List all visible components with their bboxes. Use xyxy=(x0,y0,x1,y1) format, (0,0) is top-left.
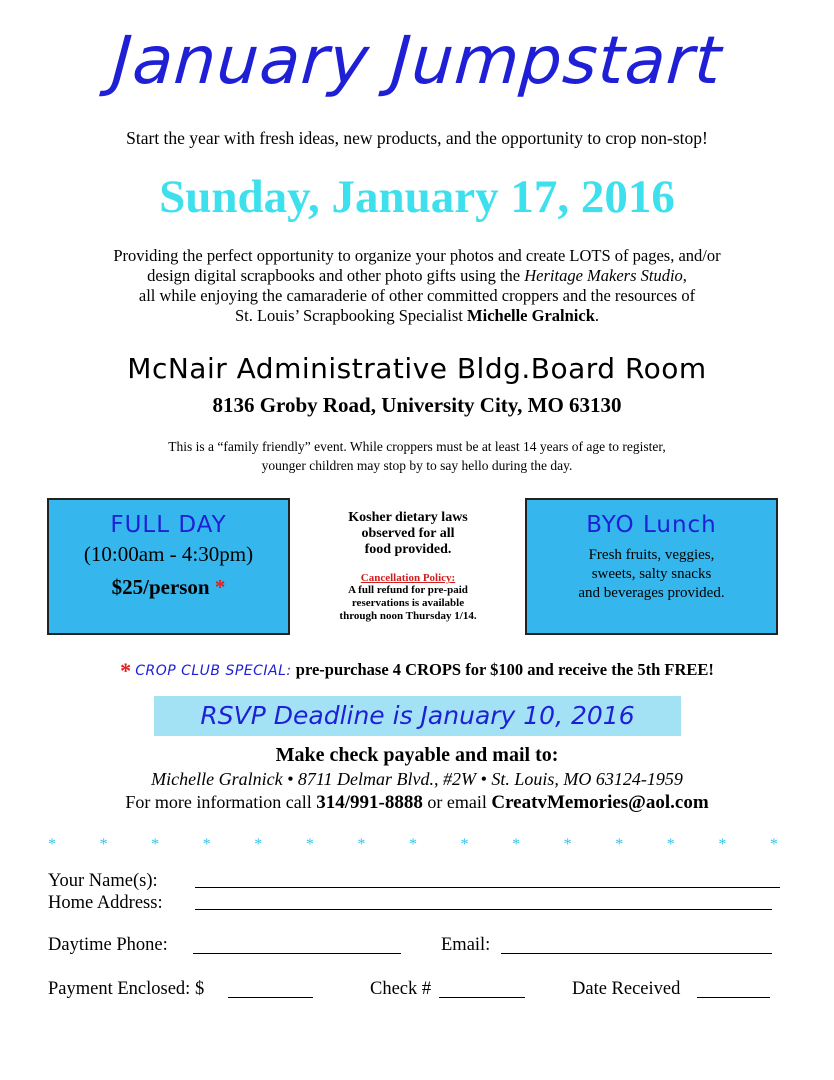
payment-label: Payment Enclosed: $ xyxy=(48,979,205,999)
divider-dot: * xyxy=(718,836,727,853)
address-field[interactable] xyxy=(195,909,772,910)
name-field[interactable] xyxy=(195,887,780,888)
full-day-hours: (10:00am - 4:30pm) xyxy=(83,542,254,566)
divider-dot: * xyxy=(460,836,469,853)
note-line: younger children may stop by to say hello during the day. xyxy=(261,458,573,473)
description-line: design digital scrapbooks and other photo gifts using the Heritage Makers Studio, xyxy=(147,266,687,285)
description-line: St. Louis’ Scrapbooking Specialist Michelle Gralnick. xyxy=(234,306,600,325)
name-label: Your Name(s): xyxy=(48,871,158,891)
crop-club-text: pre-purchase 4 CROPS for $100 and receive the 5th FREE! xyxy=(295,660,714,679)
cancellation-heading: Cancellation Policy: xyxy=(360,572,456,584)
event-description xyxy=(0,246,834,326)
email-label: Email: xyxy=(441,935,491,955)
divider-dot: * xyxy=(769,836,778,853)
address-label: Home Address: xyxy=(48,893,163,913)
event-date: Sunday, January 17, 2016 xyxy=(159,171,675,223)
crop-club-label: CROP CLUB SPECIAL: xyxy=(135,663,292,679)
check-label: Check # xyxy=(370,979,432,999)
payment-field[interactable] xyxy=(228,997,313,998)
family-friendly-note xyxy=(0,437,834,475)
description-line: Providing the perfect opportunity to organize your photos and create LOTS of pages, and/or xyxy=(113,246,721,265)
divider-dot: * xyxy=(563,836,572,853)
note-line: This is a “family friendly” event. While croppers must be at least 14 years of age to register, xyxy=(168,439,666,454)
divider-dot: * xyxy=(357,836,366,853)
phone-field[interactable] xyxy=(193,953,401,954)
rsvp-deadline: RSVP Deadline is January 10, 2016 xyxy=(154,696,681,736)
mail-heading: Make check payable and mail to: xyxy=(275,744,559,766)
full-day-price: $25/person * xyxy=(111,575,226,599)
full-day-box xyxy=(47,498,290,635)
crop-club-special xyxy=(0,658,834,684)
phone-label: Daytime Phone: xyxy=(48,935,168,955)
description-line: all while enjoying the camaraderie of other committed croppers and the resources of xyxy=(138,286,696,305)
dot-divider xyxy=(48,836,778,854)
asterisk-icon: * xyxy=(214,575,226,599)
divider-dot: * xyxy=(512,836,521,853)
check-field[interactable] xyxy=(439,997,525,998)
byo-lunch-box xyxy=(525,498,778,635)
email-link[interactable]: CreatvMemories@aol.com xyxy=(491,792,709,813)
divider-dot: * xyxy=(151,836,160,853)
divider-dot: * xyxy=(99,836,108,853)
venue-address: 8136 Groby Road, University City, MO 63130 xyxy=(212,393,622,417)
divider-dot: * xyxy=(254,836,263,853)
email-field[interactable] xyxy=(501,953,772,954)
tagline: Start the year with fresh ideas, new products, and the opportunity to crop non-stop! xyxy=(126,128,708,148)
byo-lunch-heading: BYO Lunch xyxy=(586,512,717,538)
full-day-heading: FULL DAY xyxy=(110,512,227,538)
date-received-label: Date Received xyxy=(572,979,681,999)
flyer-title: January Jumpstart xyxy=(109,22,725,99)
mail-address: Michelle Gralnick • 8711 Delmar Blvd., #2W • St. Louis, MO 63124-1959 xyxy=(151,769,683,789)
divider-dot: * xyxy=(305,836,314,853)
contact-info: For more information call 314/991-8888 or email CreatvMemories@aol.com xyxy=(125,792,709,813)
divider-dot: * xyxy=(48,836,56,853)
date-received-field[interactable] xyxy=(697,997,770,998)
cancellation-text: A full refund for pre-paid reservations is available through noon Thursday 1/14. xyxy=(339,584,477,622)
divider-dot: * xyxy=(666,836,675,853)
host-name: Michelle Gralnick xyxy=(467,306,595,325)
heritage-makers-studio: Heritage Makers Studio xyxy=(524,266,683,285)
kosher-note: Kosher dietary laws observed for all food provided. xyxy=(348,510,468,557)
byo-lunch-text: Fresh fruits, veggies, sweets, salty snacks and beverages provided. xyxy=(578,547,725,601)
asterisk-icon: * xyxy=(120,658,132,683)
policy-column xyxy=(304,510,512,623)
divider-dot: * xyxy=(615,836,624,853)
divider-dot: * xyxy=(408,836,417,853)
phone-number[interactable]: 314/991-8888 xyxy=(316,792,423,813)
divider-dot: * xyxy=(202,836,211,853)
venue-name: McNair Administrative Bldg.Board Room xyxy=(127,352,707,385)
